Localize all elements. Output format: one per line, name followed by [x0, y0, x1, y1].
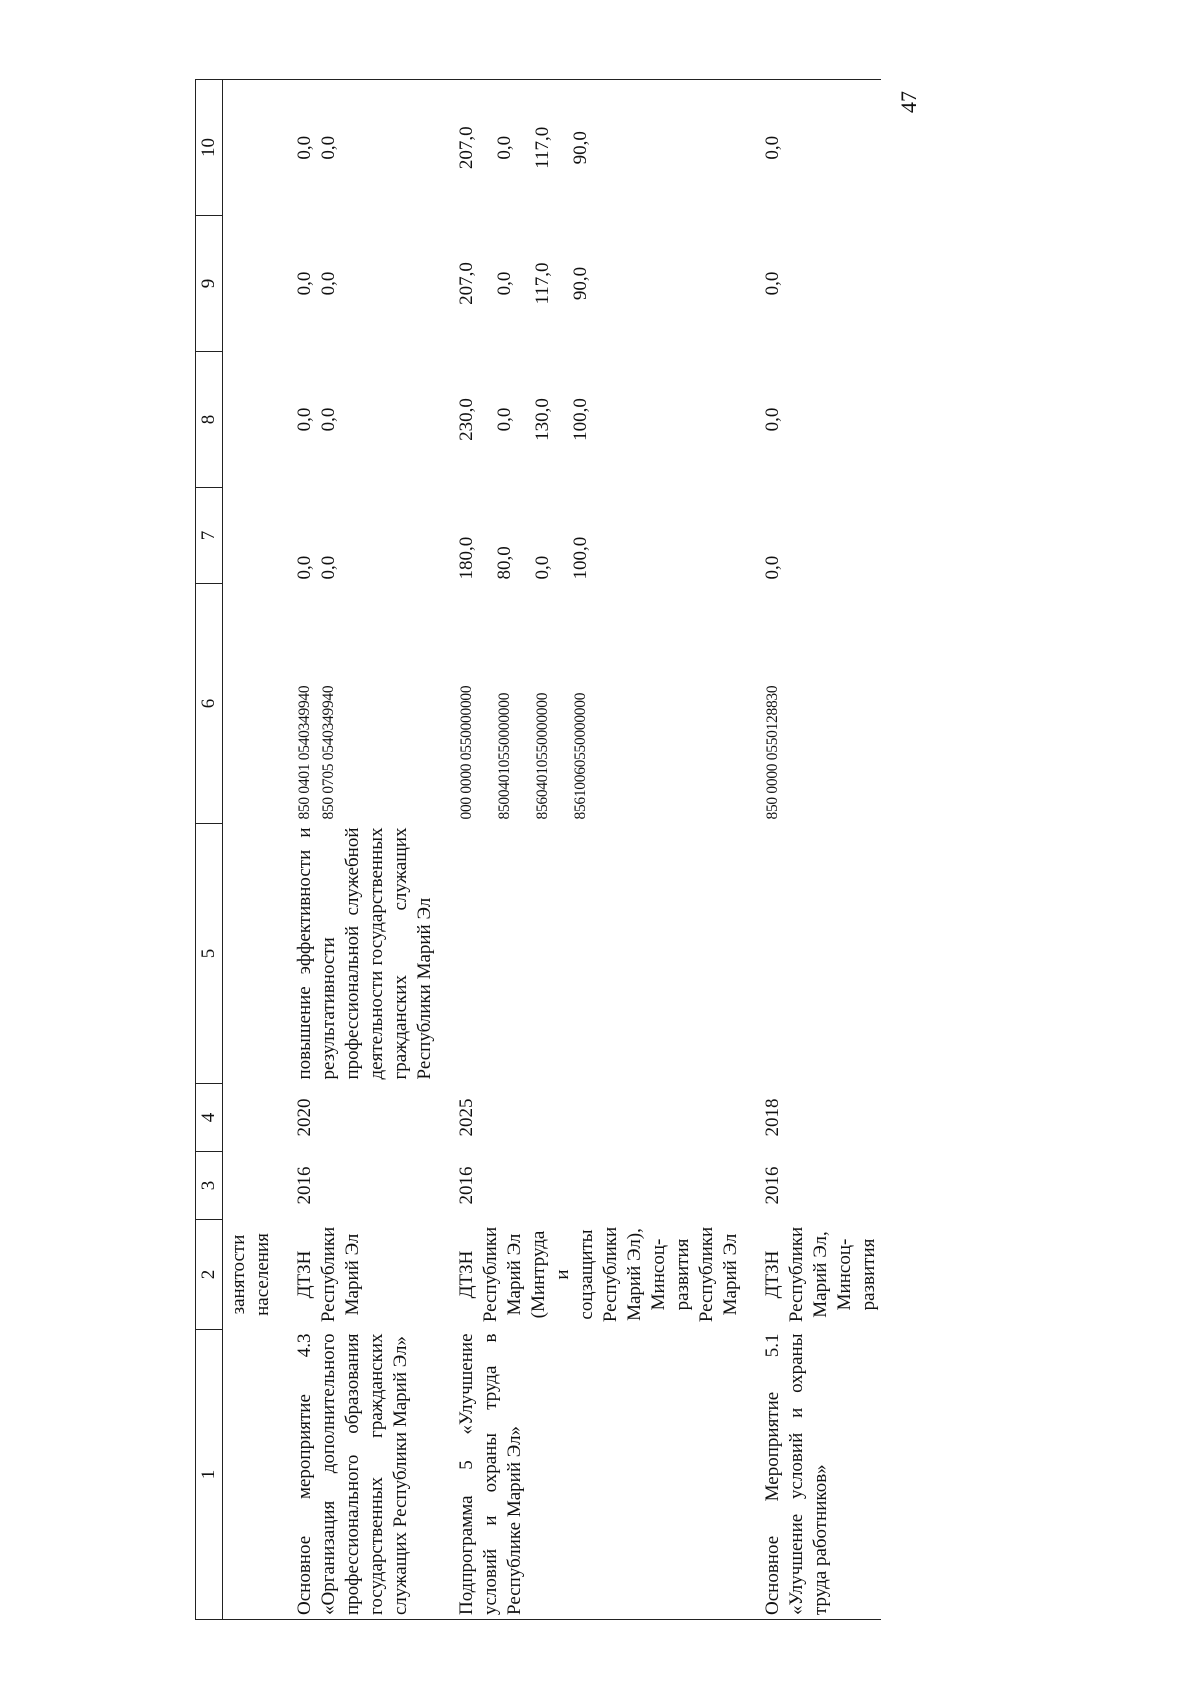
value-cell: 0,0	[762, 271, 783, 296]
value-cell: 0,0	[762, 407, 783, 432]
value-cell: 0,0	[294, 555, 315, 580]
row-codes	[291, 584, 437, 824]
table-row	[453, 80, 743, 1620]
row-col10	[291, 80, 437, 216]
value-cell: 0,0	[318, 555, 339, 580]
budget-code: 000 0000 0550000000	[458, 685, 475, 820]
continued-executor-text: занятости населения	[228, 1233, 273, 1316]
row-col7	[291, 488, 437, 584]
continuation-row	[223, 80, 276, 1620]
row-result	[759, 824, 881, 1084]
budget-code: 850 0401 0540349940	[296, 685, 313, 820]
value-cell: 117,0	[532, 262, 553, 305]
header-col-2: 2	[196, 1220, 223, 1330]
row-executor: ДТЗН Республики Марий Эл	[294, 1226, 363, 1323]
header-col-10: 10	[196, 80, 223, 216]
header-col-3: 3	[196, 1152, 223, 1220]
row-codes	[453, 584, 743, 824]
value-cell: 0,0	[318, 407, 339, 432]
value-cell: 90,0	[570, 131, 591, 165]
row-executor: ДТЗН Республики Марий Эл (Минтруда и соцзащиты Республики Марий Эл), Минсоц-развития Республики Марий Эл	[456, 1226, 741, 1323]
value-cell: 80,0	[494, 546, 515, 580]
value-cell: 230,0	[456, 398, 477, 441]
budget-code: 850 0705 0540349940	[320, 685, 337, 820]
row-result: повышение эффективности и результативности профессиональной служебной деятельности государственных гражданских служащих Республики Марий Эл	[294, 827, 435, 1080]
value-cell: 0,0	[294, 135, 315, 160]
header-col-8: 8	[196, 352, 223, 488]
row-start-year: 2016	[456, 1166, 477, 1205]
value-cell: 0,0	[762, 135, 783, 160]
budget-code: 85610060550000000	[572, 692, 589, 820]
value-cell: 207,0	[456, 262, 477, 305]
row-name: Подпрограмма 5 «Улучшение условий и охраны труда в Республике Марий Эл»	[453, 1330, 743, 1620]
header-col-5: 5	[196, 824, 223, 1084]
row-end-year: 2025	[456, 1098, 477, 1137]
row-col9	[291, 216, 437, 352]
value-cell: 0,0	[762, 555, 783, 580]
value-cell: 0,0	[294, 407, 315, 432]
value-cell: 0,0	[494, 135, 515, 160]
header-col-1: 1	[196, 1330, 223, 1620]
row-col8	[453, 352, 743, 488]
row-col7	[453, 488, 743, 584]
row-codes	[759, 584, 881, 824]
budget-code: 850 0000 0550128830	[764, 685, 781, 820]
value-cell: 207,0	[456, 126, 477, 170]
header-col-7: 7	[196, 488, 223, 584]
rotated-table-sheet	[195, 80, 935, 1620]
value-cell: 90,0	[570, 266, 591, 301]
row-col7	[759, 488, 881, 584]
table-row	[759, 80, 881, 1620]
row-name: Основное мероприятие 4.3 «Организация дополнительного профессионального образования государственных гражданских служащих Республики Марий Эл»	[291, 1330, 437, 1620]
row-col8	[291, 352, 437, 488]
budget-code: 85004010550000000	[496, 692, 513, 820]
header-col-4: 4	[196, 1084, 223, 1152]
value-cell: 0,0	[494, 407, 515, 432]
value-cell: 130,0	[532, 398, 553, 441]
row-end-year: 2018	[762, 1098, 783, 1137]
row-col10	[759, 80, 881, 216]
value-cell: 100,0	[570, 398, 591, 441]
value-cell: 0,0	[318, 271, 339, 296]
value-cell: 180,0	[456, 536, 477, 580]
row-executor: ДТЗН Республики Марий Эл, Минсоц-развития	[762, 1226, 879, 1323]
row-result	[453, 824, 743, 1084]
budget-code: 85604010550000000	[534, 692, 551, 820]
header-col-6: 6	[196, 584, 223, 824]
row-start-year: 2016	[762, 1166, 783, 1205]
row-col8	[759, 352, 881, 488]
table-header-row	[196, 80, 223, 1620]
value-cell: 0,0	[318, 135, 339, 160]
row-name: Основное Мероприятие 5.1 «Улучшение условий и охраны труда работников»	[759, 1330, 881, 1620]
header-col-9: 9	[196, 216, 223, 352]
row-col9	[759, 216, 881, 352]
page-number: 47	[896, 91, 921, 113]
value-cell: 0,0	[294, 271, 315, 296]
program-table	[195, 79, 881, 1620]
value-cell: 117,0	[532, 126, 553, 169]
value-cell: 0,0	[494, 271, 515, 296]
row-start-year: 2016	[294, 1166, 315, 1205]
row-end-year: 2020	[294, 1098, 315, 1137]
row-col9	[453, 216, 743, 352]
row-col10	[453, 80, 743, 216]
value-cell: 100,0	[570, 536, 591, 580]
value-cell: 0,0	[532, 555, 553, 580]
table-row	[291, 80, 437, 1620]
